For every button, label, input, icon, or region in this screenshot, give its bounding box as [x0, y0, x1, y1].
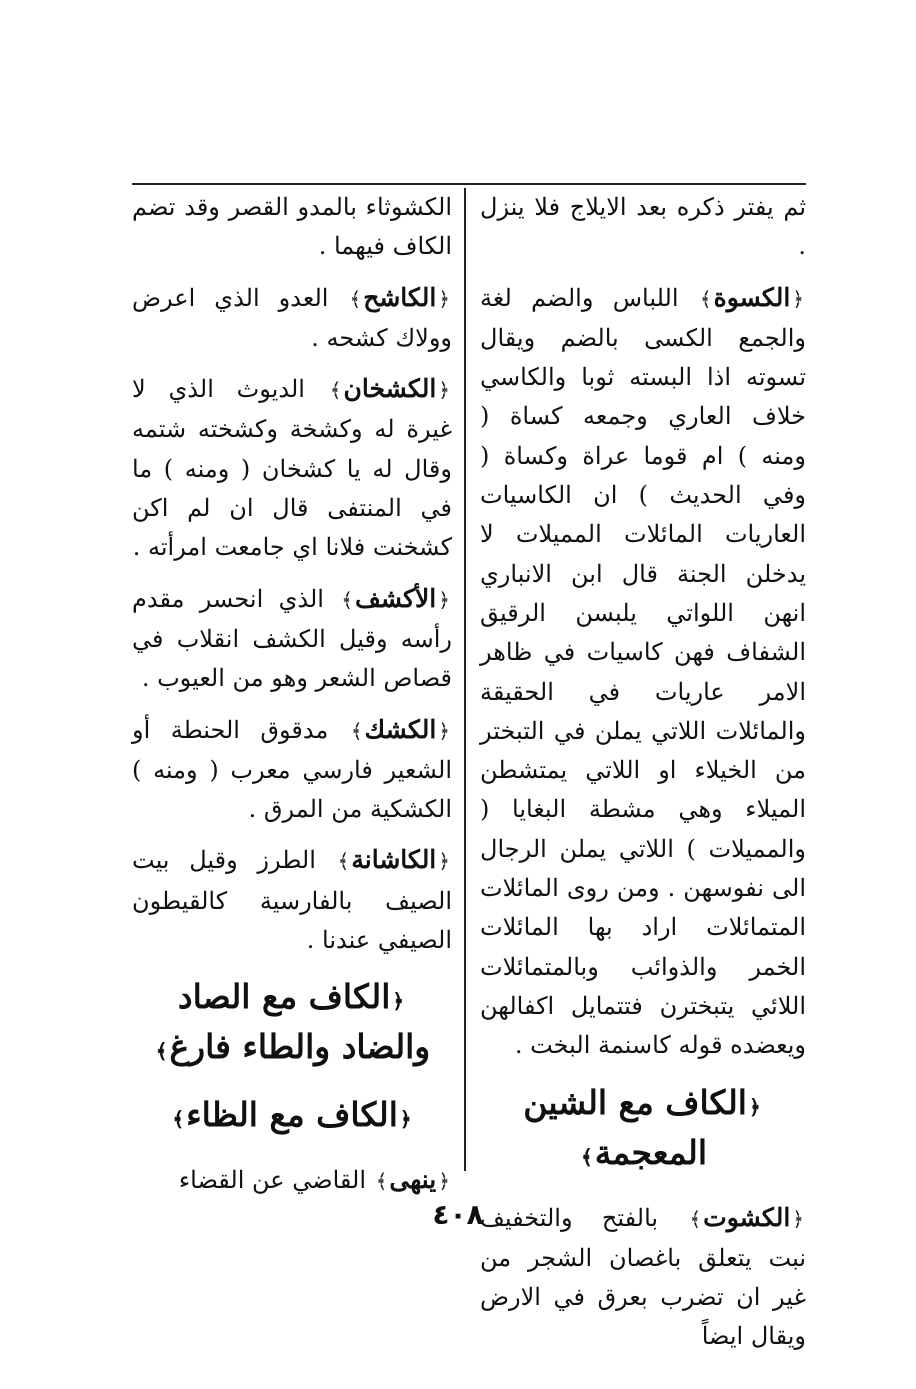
ornament-close: ﴾ [699, 286, 712, 311]
ornament-open: ﴿ [792, 286, 804, 311]
headword: الكشك [364, 714, 437, 744]
section-heading [132, 1092, 452, 1142]
paragraph-text: الكشوثاء بالمدو القصر وقد تضم الكاف فيهما . [132, 193, 452, 261]
entry-text: اللباس والضم لغة والجمع الكسى بالضم ويقال تسوته اذا البسته ثوبا والكاسي خلاف العاري وجمعه كساة ( ومنه ) ام قوما عراة وكساة ( وفي الحديث ) ان الكاسيات العاريات المائلات المميلات لا يدخلن الجنة قال ابن الانباري انهن اللواتي يلبسن الرقيق الشفاف فهن كاسيات في ظاهر الامر عاريات في الحقيقة والمائلات اللاتي يملن في التبختر من الخيلاء او اللاتي يمتشطن الميلاء وهي مشطة البغايا ( والمميلات ) اللاتي يملن الرجال الى نفوسهن . ومن روى المائلات المتمائلات اراد بها المائلات الخمر والذوائب وبالمتمائلات اللائي يتبخترن فتتمايل اكفالهن ويعضده قوله كاسنمة البخت . [480, 283, 806, 1060]
ornament-close: ﴾ [337, 849, 350, 874]
ornament-close: ﴾ [349, 286, 362, 311]
ornament-open: ﴿ [392, 989, 405, 1014]
section-heading [480, 1080, 806, 1180]
top-rule [132, 183, 806, 185]
headword: الكاشح [363, 282, 437, 312]
page-number: ٤٠٨ [432, 1198, 484, 1231]
ornament-open: ﴿ [438, 378, 450, 403]
ornament-open: ﴿ [399, 1107, 412, 1132]
ornament-open: ﴿ [438, 1169, 450, 1194]
entry-yunha [132, 1160, 452, 1201]
left-column [132, 188, 452, 1202]
entry-alkashih [132, 278, 452, 359]
headword: ينهى [389, 1165, 437, 1195]
headword: الأكشف [354, 583, 437, 613]
heading-text: الكاف مع الظاء [186, 1095, 398, 1135]
entry-alkashkhan [132, 369, 452, 567]
entry-text: الديوث الذي لا غيرة له وكشخة وكشخته شتمه وقال له يا كشخان ( ومنه ) ما في المنتفى قال ان لم اكن كشخنت فلانا اي جامعت امرأته . [132, 375, 452, 562]
ornament-open: ﴿ [748, 1094, 761, 1119]
entry-alkashk [132, 710, 452, 830]
heading-text: الكاف مع الشين المعجمة [523, 1082, 747, 1172]
headword: الكاشانة [351, 845, 437, 875]
ornament-open: ﴿ [438, 718, 450, 743]
entry-text: بالفتح والتخفيف نبت يتعلق باغصان الشجر من غير ان تضرب بعرق في الارض ويقال ايضاً [480, 1203, 806, 1351]
ornament-close: ﴾ [375, 1169, 388, 1194]
ornament-open: ﴿ [438, 286, 450, 311]
ornament-close: ﴾ [329, 378, 342, 403]
entry-alakshaf [132, 579, 452, 699]
ornament-open: ﴿ [438, 849, 450, 874]
entry-text: مدقوق الحنطة أو الشعير فارسي معرب ( ومنه ) الكشكية من المرق . [132, 715, 452, 824]
paragraph-text: ثم يفتر ذكره بعد الايلاج فلا ينزل . [480, 193, 806, 261]
entry-text: القاضي عن القضاء [178, 1166, 367, 1195]
heading-text: الكاف مع الصاد والضاد والطاء فارغ [169, 977, 431, 1067]
entry-alkiswa [480, 278, 806, 1066]
headword: الكشخان [343, 374, 437, 404]
entry-alkashana [132, 840, 452, 960]
paragraph-continuation [132, 188, 452, 267]
ornament-close: ﴾ [689, 1206, 702, 1231]
ornament-close: ﴾ [172, 1107, 185, 1132]
paragraph-continuation [480, 188, 806, 267]
headword: الكسوة [713, 282, 791, 312]
section-heading [132, 974, 452, 1074]
ornament-close: ﴾ [580, 1144, 593, 1169]
ornament-close: ﴾ [341, 587, 353, 612]
entry-text: الطرز وقيل بيت الصيف بالفارسية كالقيطون الصيفي عندنا . [132, 846, 452, 955]
ornament-open: ﴿ [792, 1206, 804, 1231]
entry-text: العدو الذي اعرض وولاك كشحه . [132, 283, 452, 352]
right-column [480, 188, 806, 1357]
ornament-open: ﴿ [438, 587, 450, 612]
entry-text: الذي انحسر مقدم رأسه وقيل الكشف انقلاب في قصاص الشعر وهو من العيوب . [132, 584, 452, 693]
ornament-close: ﴾ [350, 718, 363, 743]
ornament-close: ﴾ [155, 1039, 168, 1064]
column-divider [464, 188, 466, 1171]
headword: الكشوت [703, 1202, 791, 1232]
